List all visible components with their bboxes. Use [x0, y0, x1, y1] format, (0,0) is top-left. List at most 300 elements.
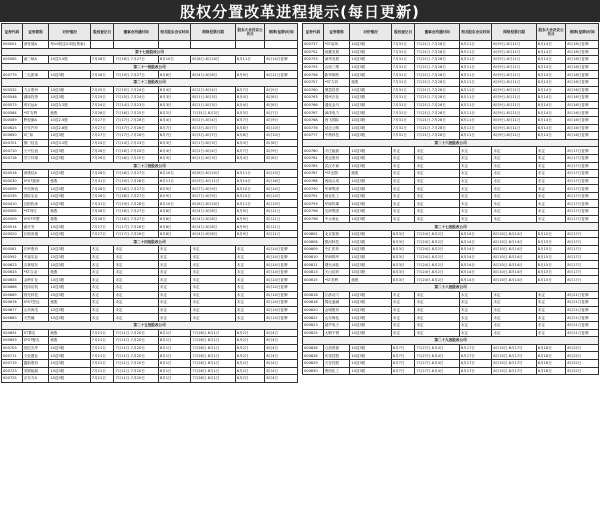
table-cell: 8月15日-8月17日	[492, 367, 536, 375]
table-cell: 8月14日复牌	[265, 253, 298, 261]
table-row	[303, 63, 599, 71]
table-cell: 未定	[114, 276, 158, 284]
table-cell: 8月14日复牌	[265, 306, 298, 314]
table-cell: 8月11日	[265, 230, 298, 238]
table-cell: 缩股	[350, 78, 391, 86]
table-cell: 10送3股	[350, 109, 391, 117]
table-cell: 8月9日-8月11日	[492, 116, 536, 124]
table-cell: 8月4日	[265, 375, 298, 383]
table-cell: 8月11日	[459, 109, 492, 117]
table-cell: 7月26日	[90, 109, 114, 117]
table-cell: 7月21日	[90, 337, 114, 345]
table-cell: 7月27日-8月4日	[415, 367, 459, 375]
table-cell: 10送3股	[350, 215, 391, 223]
table-cell: 10送3股	[350, 314, 391, 322]
table-cell: 未定	[391, 192, 415, 200]
table-cell: 未定	[391, 306, 415, 314]
table-cell: 漳州发展	[323, 56, 350, 64]
table-cell: 8月14日复牌	[265, 299, 298, 307]
table-cell: 000666	[2, 284, 23, 292]
table-cell: 深康佳A	[22, 170, 49, 178]
table-cell: 8月11日	[235, 200, 265, 208]
table-cell: 未定	[235, 314, 265, 322]
table-cell: 8月4日-8月8日	[191, 208, 235, 216]
table-cell: 山西三维	[323, 63, 350, 71]
table-cell: 7月16日-7月25日	[114, 109, 158, 117]
table-cell: 吉林敖东	[22, 261, 49, 269]
table-cell	[265, 41, 298, 49]
table-cell: 8月4日	[265, 367, 298, 375]
table-cell: 8月8日	[235, 124, 265, 132]
table-cell: 8月14日复牌	[265, 284, 298, 292]
table-cell: 000723	[2, 367, 23, 375]
table-cell: 未定	[235, 261, 265, 269]
table-cell: 7月21日-7月28日	[415, 86, 459, 94]
table-cell: 8月21日复牌	[566, 329, 599, 337]
table-header-row	[303, 24, 599, 41]
table-cell: 000782	[303, 154, 324, 162]
table-cell: 未定	[191, 261, 235, 269]
table-row	[2, 41, 298, 49]
table-cell: 8月17日	[566, 253, 599, 261]
table-cell: 10送3股	[350, 94, 391, 102]
table-cell: 8月1日	[158, 344, 191, 352]
table-cell: 10送3股	[49, 170, 90, 178]
table-cell: 中水渔业	[323, 215, 350, 223]
table-cell: 10送3股	[49, 132, 90, 140]
table-cell: 7月18日-7月27日	[114, 185, 158, 193]
table-cell: 领先科技	[22, 291, 49, 299]
table-cell: 000822	[303, 314, 324, 322]
table-cell: 000768	[303, 116, 324, 124]
table-cell: 未定	[235, 284, 265, 292]
table-row	[303, 154, 599, 162]
table-cell: 8月17日	[459, 352, 492, 360]
table-row	[2, 124, 298, 132]
table-cell: 000691	[2, 329, 23, 337]
table-cell: 8月11日	[235, 170, 265, 178]
table-cell: 金岭矿业	[22, 276, 49, 284]
table-row	[2, 56, 298, 64]
column-header: 对价情况	[350, 24, 391, 41]
table-cell: 8月14日	[536, 71, 566, 79]
table-cell: 8月16日复牌	[566, 78, 599, 86]
batch-section-row	[2, 162, 298, 170]
table-cell: 10送2.5股	[49, 116, 90, 124]
table-row	[2, 367, 298, 375]
table-cell: 未定	[492, 299, 536, 307]
table-cell: 8月9日-8月11日	[492, 78, 536, 86]
table-cell: 000828	[303, 352, 324, 360]
table-cell: 000030	[2, 177, 23, 185]
table-cell: 8月1日	[158, 337, 191, 345]
table-cell: 未定	[235, 299, 265, 307]
table-cell: 长岭股份	[22, 246, 49, 254]
table-cell: 7月24日-8月2日	[415, 268, 459, 276]
table-cell: 8月11日	[459, 94, 492, 102]
table-cell: 7月28日	[90, 208, 114, 216]
batch-section-row	[2, 321, 298, 329]
table-cell: 未定	[158, 291, 191, 299]
table-cell: 10送3股	[49, 306, 90, 314]
table-cell: S*ST盛润	[22, 177, 49, 185]
table-cell: 8月11日	[265, 215, 298, 223]
table-cell: 中核科技	[323, 132, 350, 140]
table-cell: 8月10日	[158, 170, 191, 178]
table-cell: 8月7日	[235, 86, 265, 94]
table-cell: 10送3股	[350, 230, 391, 238]
table-cell: 000718	[2, 154, 23, 162]
table-cell: 7月24日	[90, 101, 114, 109]
column-header: 相关股东会议时间	[459, 24, 492, 41]
table-cell: 10送3股	[350, 359, 391, 367]
table-cell: 未定	[90, 253, 114, 261]
table-cell: 000825	[303, 329, 324, 337]
table-cell: 未定	[114, 261, 158, 269]
table-cell: 8月9日-8月11日	[492, 109, 536, 117]
table-cell: 未定	[415, 321, 459, 329]
table-cell: 太钢不锈	[323, 329, 350, 337]
table-cell: *ST友利	[22, 109, 49, 117]
table-cell: 7月11日-7月20日	[114, 359, 158, 367]
table-cell: 8月3日	[235, 109, 265, 117]
table-cell: 8月8日	[235, 132, 265, 140]
table-cell: 美锦能源	[22, 367, 49, 375]
table-cell: 天伦置业	[22, 352, 49, 360]
table-cell: 8月17日	[459, 367, 492, 375]
table-cell: 8月17日	[566, 261, 599, 269]
table-cell: 未定	[536, 306, 566, 314]
table-cell: 7月27日-8月4日	[415, 352, 459, 360]
table-cell: 8月17日	[566, 246, 599, 254]
table-cell	[158, 41, 191, 49]
column-header: 网络投票日期	[492, 24, 536, 41]
table-cell: 未定	[235, 253, 265, 261]
table-row	[303, 352, 599, 360]
table-cell: 10送3.2股	[49, 101, 90, 109]
table-cell: 8月11日	[265, 208, 298, 216]
table-cell: 7月21日-7月28日	[415, 124, 459, 132]
table-cell: 8月9日	[235, 208, 265, 216]
table-cell: 8月1日-8月3日	[191, 154, 235, 162]
table-cell: 未定	[391, 147, 415, 155]
table-row	[2, 94, 298, 102]
table-cell: 10送3股	[49, 200, 90, 208]
table-cell: 10送3股	[49, 147, 90, 155]
table-row	[2, 375, 298, 383]
table-cell: 7月25日	[90, 94, 114, 102]
table-cell: 未定	[536, 192, 566, 200]
table-row	[303, 170, 599, 178]
table-cell: 8月14日	[536, 41, 566, 49]
table-cell: 8月9日-8月11日	[492, 48, 536, 56]
table-cell: 8月16日复牌	[566, 101, 599, 109]
table-cell: 8月3日	[391, 238, 415, 246]
table-cell: 7月28日	[90, 215, 114, 223]
table-row	[303, 291, 599, 299]
table-cell: 7月31日	[391, 71, 415, 79]
table-cell: 10送3股	[350, 124, 391, 132]
table-cell: 7月17日-7月26日	[114, 230, 158, 238]
table-row	[303, 261, 599, 269]
table-cell: 8月3日	[158, 154, 191, 162]
table-row	[303, 41, 599, 49]
table-cell: 8月8日-8月10日	[191, 200, 235, 208]
table-cell: 未定	[191, 314, 235, 322]
table-cell: 8月1日	[158, 329, 191, 337]
table-cell: 未定	[415, 170, 459, 178]
table-cell: 7月28日-8月1日	[191, 337, 235, 345]
table-cell: 8月8日	[158, 71, 191, 79]
batch-label: 第二十二批股改公司	[2, 78, 298, 86]
table-cell: 10送3股	[350, 291, 391, 299]
table-cell: 10送3股	[350, 162, 391, 170]
table-cell: 8月16日复牌	[566, 48, 599, 56]
table-cell: 8月10日-8月14日	[492, 253, 536, 261]
table-cell: 10送2.8股	[49, 124, 90, 132]
table-cell: 8月7日	[391, 359, 415, 367]
table-cell: ST寰岛	[22, 329, 49, 337]
table-cell: S仁和	[22, 132, 49, 140]
table-cell: 000520	[2, 230, 23, 238]
table-row	[2, 71, 298, 79]
table-cell: 未定	[415, 314, 459, 322]
table-cell: 未定	[415, 291, 459, 299]
table-row	[303, 314, 599, 322]
table-cell: 未定	[391, 321, 415, 329]
table-cell: 000802	[303, 230, 324, 238]
batch-label: 第二十九批股改公司	[303, 337, 599, 345]
table-cell: 未定	[90, 268, 114, 276]
table-cell: 8月1日	[158, 359, 191, 367]
table-cell: 8月9日	[265, 116, 298, 124]
table-cell: 000809	[303, 246, 324, 254]
table-row	[303, 329, 599, 337]
table-row	[303, 162, 599, 170]
table-cell: 8月7日	[158, 132, 191, 140]
table-cell: 7月11日-7月20日	[114, 337, 158, 345]
table-cell: 未定	[158, 261, 191, 269]
table-row	[2, 261, 298, 269]
table-cell: 8月15日-8月17日	[492, 344, 536, 352]
table-cell: 京东方A	[22, 375, 49, 383]
table-cell: 8月10日-8月14日	[492, 238, 536, 246]
table-cell: 10送3股	[350, 71, 391, 79]
table-row	[2, 139, 298, 147]
table-cell: 8月10日-8月14日	[492, 246, 536, 254]
table-cell: 8月14日	[265, 192, 298, 200]
table-cell: 8月15日	[536, 253, 566, 261]
table-cell: 8月10日-8月14日	[492, 276, 536, 284]
table-cell: 000548	[2, 94, 23, 102]
table-cell: 缩股	[49, 329, 90, 337]
table-cell: 10送3股	[49, 284, 90, 292]
table-cell: 7月11日-7月20日	[114, 352, 158, 360]
table-cell: 7月25日	[90, 86, 114, 94]
table-cell: 8月4日	[265, 344, 298, 352]
table-cell: 8月16日	[265, 177, 298, 185]
table-cell: 10送3股	[350, 147, 391, 155]
table-cell: 未定	[459, 185, 492, 193]
table-cell: 未定	[391, 208, 415, 216]
table-cell: S*ST思达	[22, 299, 49, 307]
table-cell: 未定	[536, 215, 566, 223]
table-cell: 7月18日-7月27日	[114, 170, 158, 178]
table-cell: 未定	[415, 329, 459, 337]
table-cell: 北京旅游	[323, 230, 350, 238]
table-cell: 8月2日	[235, 337, 265, 345]
table-cell: 8月14日	[536, 78, 566, 86]
table-cell: 黔轮胎A	[22, 116, 49, 124]
table-cell: 8月21日复牌	[566, 291, 599, 299]
table-cell: 未定	[492, 321, 536, 329]
table-cell: 8月9日	[235, 71, 265, 79]
table-cell: 8月2日	[235, 359, 265, 367]
table-cell: 8月10日	[235, 185, 265, 193]
table-cell: 000589	[2, 116, 23, 124]
table-cell: 7月31日-8月2日	[191, 109, 235, 117]
table-cell: 8月14日复牌	[265, 56, 298, 64]
table-cell: 未定	[391, 154, 415, 162]
table-cell: 未定	[459, 170, 492, 178]
table-cell: 000625	[2, 124, 23, 132]
table-cell: 000810	[303, 253, 324, 261]
left-table-column	[1, 23, 298, 528]
table-row	[2, 246, 298, 254]
table-cell: 8月7日	[391, 344, 415, 352]
table-cell: 未定	[459, 192, 492, 200]
table-cell: 7月17日-7月26日	[114, 116, 158, 124]
table-row	[303, 306, 599, 314]
column-header: 对价情况	[49, 24, 90, 41]
table-row	[303, 94, 599, 102]
page-title: 股权分置改革进程提示(每日更新)	[0, 0, 600, 22]
table-cell: 7月27日-8月4日	[415, 359, 459, 367]
table-cell: 8月17日	[459, 344, 492, 352]
table-cell: 000159	[2, 192, 23, 200]
table-cell: 8月17日复牌	[566, 162, 599, 170]
table-cell: 8月4日	[235, 94, 265, 102]
table-cell: 未定	[415, 208, 459, 216]
table-header-row	[2, 24, 298, 41]
table-cell: 8月8日-8月10日	[191, 56, 235, 64]
table-cell: 美达股份	[323, 154, 350, 162]
table-cell: 8月14日	[536, 86, 566, 94]
table-cell: 8月14日复牌	[265, 314, 298, 322]
table-cell: 8月9日-8月11日	[492, 124, 536, 132]
table-cell: 8月14日	[459, 261, 492, 269]
table-cell: 未定	[391, 299, 415, 307]
table-cell: 7月21日-7月28日	[415, 78, 459, 86]
table-cell: 8月9日	[235, 215, 265, 223]
table-cell: 8月11日	[459, 132, 492, 140]
table-cell: 未定	[235, 276, 265, 284]
table-cell: 8月17日	[566, 268, 599, 276]
table-cell: 宝商集团	[323, 208, 350, 216]
table-cell: 中信海直	[22, 185, 49, 193]
table-cell: 10送3股	[350, 246, 391, 254]
batch-section-row	[303, 284, 599, 292]
table-cell: 8月14日复牌	[265, 291, 298, 299]
table-cell: 未定	[459, 215, 492, 223]
table-cell: 000763	[303, 94, 324, 102]
table-cell: 山东海龙	[22, 306, 49, 314]
table-cell: 7月11日-7月20日	[114, 344, 158, 352]
table-cell: 未定	[492, 215, 536, 223]
table-cell: S*ST华塑	[22, 215, 49, 223]
table-cell: 000633	[2, 268, 23, 276]
batch-section-row	[303, 337, 599, 345]
table-cell: 未定	[536, 177, 566, 185]
table-cell: 8月4日	[235, 154, 265, 162]
table-cell: 10送3股	[49, 314, 90, 322]
table-cell: 7月24日-8月2日	[415, 238, 459, 246]
table-cell: 8月14日复牌	[265, 246, 298, 254]
table-cell: 7月31日	[90, 177, 114, 185]
table-cell: 8月16日复牌	[566, 132, 599, 140]
table-cell: 未定	[90, 246, 114, 254]
table-cell: 10送3股	[350, 132, 391, 140]
table-cell: 8月8日	[158, 230, 191, 238]
table-row	[2, 344, 298, 352]
table-cell: 未定	[536, 170, 566, 178]
table-cell: *ST方向	[323, 78, 350, 86]
table-cell: 未定	[536, 154, 566, 162]
table-cell: 8月15日	[265, 200, 298, 208]
table-cell: 8月11日	[459, 86, 492, 94]
table-cell: 8月15日-8月17日	[492, 352, 536, 360]
batch-section-row	[2, 238, 298, 246]
table-cell: 8月14日	[459, 268, 492, 276]
table-row	[2, 299, 298, 307]
table-cell: 8月1日	[158, 367, 191, 375]
table-cell: 10送3股	[49, 223, 90, 231]
table-cell: 锦州石化	[323, 94, 350, 102]
table-cell: 8月22日	[566, 344, 599, 352]
table-row	[2, 314, 298, 322]
table-cell: 8月8日	[158, 223, 191, 231]
reform-table-left	[1, 23, 298, 383]
table-row	[303, 48, 599, 56]
table-cell: 7月27日	[90, 124, 114, 132]
table-cell: 8月8日	[265, 94, 298, 102]
table-cell: 8月17日复牌	[566, 215, 599, 223]
table-cell: 未定	[191, 284, 235, 292]
table-cell: 7月28日	[90, 170, 114, 178]
table-cell: 000785	[303, 162, 324, 170]
table-cell: 8月2日	[158, 109, 191, 117]
table-cell: 000811	[303, 261, 324, 269]
table-cell: 8月8日	[265, 154, 298, 162]
table-row	[2, 208, 298, 216]
table-cell: 未定	[536, 321, 566, 329]
table-cell: 10送3股	[49, 291, 90, 299]
table-cell: 7月21日-7月28日	[415, 71, 459, 79]
table-row	[303, 276, 599, 284]
table-cell: 8月3日	[391, 230, 415, 238]
batch-label: 第二十八批股改公司	[303, 284, 599, 292]
table-cell: *ST美利	[323, 276, 350, 284]
table-cell: 未定	[459, 154, 492, 162]
table-cell: 8月9日-8月11日	[492, 101, 536, 109]
table-cell: 000791	[303, 192, 324, 200]
table-cell: 000505	[2, 208, 23, 216]
table-cell: 10送3股	[350, 200, 391, 208]
table-cell: 7月21日	[90, 352, 114, 360]
table-cell: 8月16日复牌	[566, 63, 599, 71]
table-row	[2, 132, 298, 140]
table-cell: 未定	[459, 200, 492, 208]
